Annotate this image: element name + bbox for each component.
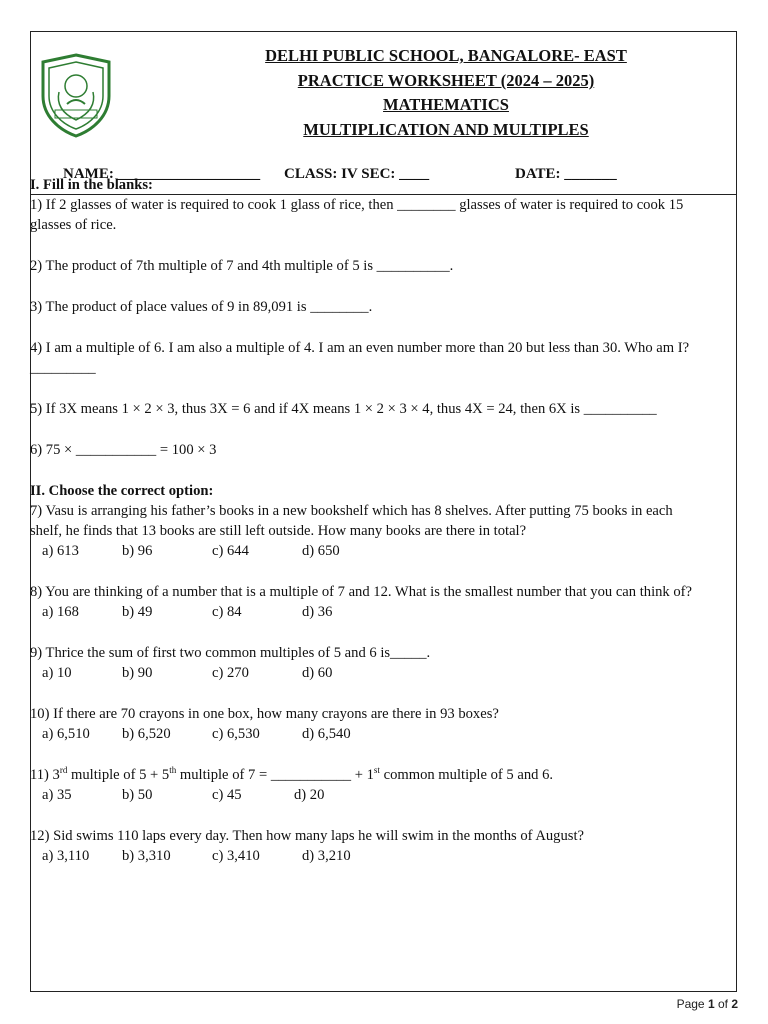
name-field: NAME: ___________________ [63, 166, 261, 182]
question-1: 1) If 2 glasses of water is required to cook 1 glass of rice, then ________ glasses of water is required to cook 15 glasses of rice. [30, 197, 684, 233]
question-8: 8) You are thinking of a number that is a multiple of 7 and 12. What is the smallest number that you can think of? [30, 584, 692, 600]
question-4: 4) I am a multiple of 6. I am also a multiple of 4. I am an even number more than 20 but less than 30. Who am I?_________ [30, 340, 690, 376]
question-10: 10) If there are 70 crayons in one box, how many crayons are there in 93 boxes? [30, 706, 499, 722]
section-2-title: II. Choose the correct option: [30, 483, 214, 499]
options-q9 [42, 663, 700, 683]
option-b: b) 90 [122, 665, 153, 681]
option-d: d) 36 [302, 604, 333, 620]
option-b: b) 3,310 [122, 848, 171, 864]
options-q12 [42, 846, 700, 866]
option-d: d) 60 [302, 665, 333, 681]
option-c: c) 6,530 [212, 726, 260, 742]
option-d: d) 650 [302, 543, 340, 559]
page-number: Page 1 of 2 [676, 997, 738, 1011]
option-a: a) 168 [42, 604, 79, 620]
topic-title: MULTIPLICATION AND MULTIPLES [303, 120, 589, 139]
option-d: d) 20 [294, 787, 325, 803]
subject-title: MATHEMATICS [383, 95, 509, 114]
option-a: a) 3,110 [42, 848, 90, 864]
question-7: 7) Vasu is arranging his father’s books in a new bookshelf which has 8 shelves. After putting 75 books in each shelf, he finds that 13 books are still left outside. How many books are there in total? [30, 503, 673, 539]
question-2: 2) The product of 7th multiple of 7 and 4th multiple of 5 is __________. [30, 258, 454, 274]
option-a: a) 613 [42, 543, 79, 559]
school-name: DELHI PUBLIC SCHOOL, BANGALORE- EAST [265, 46, 627, 65]
question-9: 9) Thrice the sum of first two common multiples of 5 and 6 is_____. [30, 645, 431, 661]
option-c: c) 45 [212, 787, 242, 803]
question-3: 3) The product of place values of 9 in 89,091 is ________. [30, 299, 373, 315]
option-c: c) 3,410 [212, 848, 260, 864]
question-12: 12) Sid swims 110 laps every day. Then how many laps he will swim in the months of August? [30, 828, 584, 844]
option-c: c) 270 [212, 665, 249, 681]
option-a: a) 35 [42, 787, 72, 803]
options-q8 [42, 602, 700, 622]
option-b: b) 96 [122, 543, 153, 559]
class-section-field: CLASS: IV SEC: ____ [284, 166, 430, 182]
option-c: c) 84 [212, 604, 242, 620]
question-5: 5) If 3X means 1 × 2 × 3, thus 3X = 6 and if 4X means 1 × 2 × 3 × 4, thus 4X = 24, then 6X is __________ [30, 401, 657, 417]
options-q10 [42, 724, 700, 744]
option-d: d) 6,540 [302, 726, 351, 742]
options-q7 [42, 541, 700, 561]
option-d: d) 3,210 [302, 848, 351, 864]
option-b: b) 49 [122, 604, 153, 620]
question-6: 6) 75 × ___________ = 100 × 3 [30, 442, 217, 458]
options-q11 [42, 785, 700, 805]
school-crest-logo [37, 52, 115, 138]
section-1-title: I. Fill in the blanks: [30, 177, 153, 193]
option-a: a) 10 [42, 665, 72, 681]
option-c: c) 644 [212, 543, 249, 559]
worksheet-title: PRACTICE WORKSHEET (2024 – 2025) [297, 71, 595, 90]
option-b: b) 50 [122, 787, 153, 803]
option-b: b) 6,520 [122, 726, 171, 742]
date-field: DATE: _______ [515, 166, 617, 182]
option-a: a) 6,510 [42, 726, 90, 742]
worksheet-content [30, 175, 700, 866]
question-11: 11) 3rd multiple of 5 + 5th multiple of 7 = ___________ + 1st common multiple of 5 and 6. [30, 765, 554, 783]
